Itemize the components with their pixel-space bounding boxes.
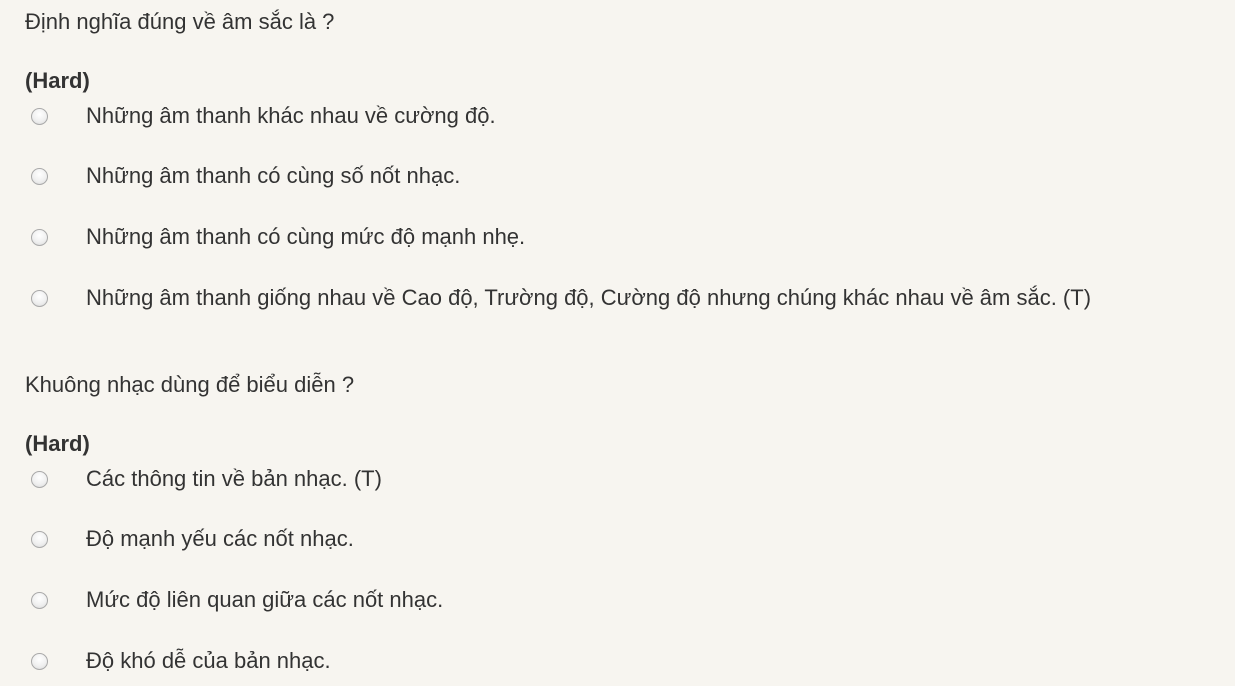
- radio-button[interactable]: [31, 471, 48, 488]
- question-text: Định nghĩa đúng về âm sắc là ?: [25, 9, 335, 34]
- answer-label: Những âm thanh giống nhau về Cao độ, Trường độ, Cường độ nhưng chúng khác nhau về âm sắc. (T): [86, 285, 1092, 310]
- answer-label: Những âm thanh khác nhau về cường độ.: [86, 103, 496, 128]
- answer-label: Những âm thanh có cùng mức độ mạnh nhẹ.: [86, 224, 526, 249]
- radio-button[interactable]: [31, 229, 48, 246]
- answer-label: Những âm thanh có cùng số nốt nhạc.: [86, 163, 461, 188]
- answer-option[interactable]: [31, 161, 460, 191]
- radio-button[interactable]: [31, 108, 48, 125]
- answer-option[interactable]: [31, 222, 525, 252]
- answer-label: Độ mạnh yếu các nốt nhạc.: [86, 526, 354, 551]
- answer-option[interactable]: [31, 101, 496, 131]
- difficulty-label: (Hard): [25, 68, 90, 93]
- difficulty-label: (Hard): [25, 431, 90, 456]
- answer-label: Các thông tin về bản nhạc. (T): [86, 466, 382, 491]
- radio-button[interactable]: [31, 653, 48, 670]
- answer-option[interactable]: [31, 646, 331, 676]
- answer-option[interactable]: [31, 585, 443, 615]
- answer-option[interactable]: [31, 464, 382, 494]
- question-text: Khuông nhạc dùng để biểu diễn ?: [25, 372, 355, 397]
- answer-option[interactable]: [31, 283, 1091, 313]
- answer-option[interactable]: [31, 524, 354, 554]
- radio-button[interactable]: [31, 531, 48, 548]
- answer-label: Mức độ liên quan giữa các nốt nhạc.: [86, 587, 444, 612]
- radio-button[interactable]: [31, 168, 48, 185]
- radio-button[interactable]: [31, 592, 48, 609]
- answer-label: Độ khó dễ của bản nhạc.: [86, 648, 331, 673]
- radio-button[interactable]: [31, 290, 48, 307]
